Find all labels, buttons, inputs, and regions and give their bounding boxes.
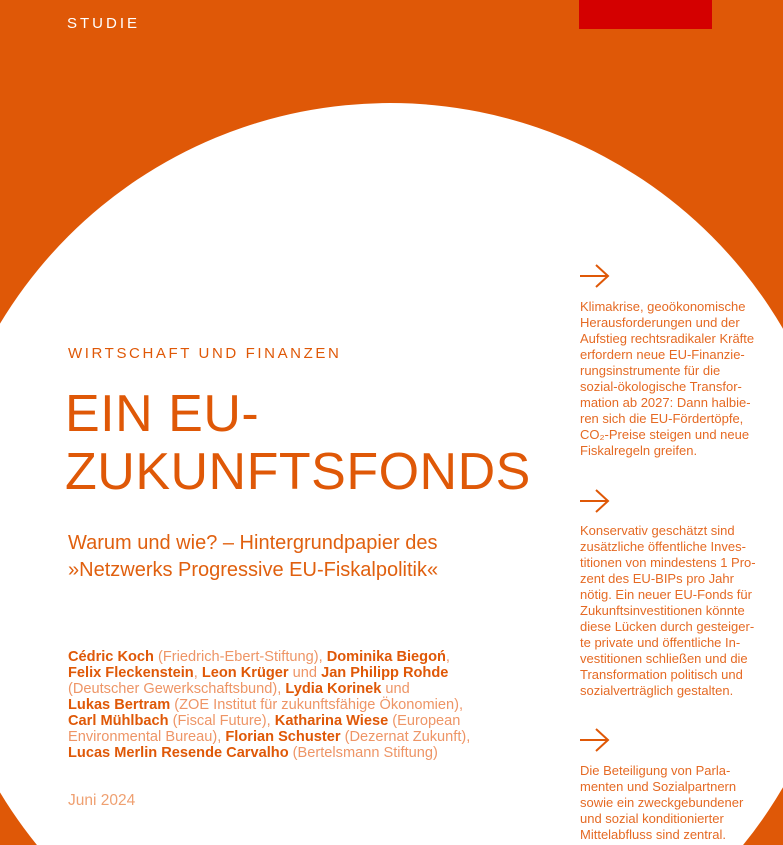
title-line-1: EIN EU- [65, 385, 260, 443]
title-line-2: ZUKUNFTSFONDS [65, 443, 531, 501]
authors-block [68, 649, 538, 761]
author-line: (Deutscher Gewerkschaftsbund), Lydia Korinek und [68, 681, 410, 697]
kicker-label: STUDIE [67, 15, 141, 32]
author-line: Cédric Koch (Friedrich-Ebert-Stiftung), Dominika Biegoń, [68, 649, 450, 665]
arrow-right-icon [579, 263, 611, 289]
category-label: WIRTSCHAFT UND FINANZEN [68, 345, 342, 362]
sidebar-text-block: Klimakrise, geoökonomische Herausforderungen und der Aufstieg rechtsradikaler Kräfte erfordern neue EU-Finanzie- rungsinstrumente für die sozial-ökologische Transfor- mation ab 2027: Dann halbie- ren sich die EU-Fördertöpfe, CO₂-Preise steigen und neue Fiskalregeln greifen. [580, 299, 755, 458]
author-line: Felix Fleckenstein, Leon Krüger und Jan Philipp Rohde [68, 665, 449, 681]
date-label: Juni 2024 [68, 792, 136, 809]
sidebar-text-block: Die Beteiligung von Parla- menten und Sozialpartnern sowie ein zweckgebundener und sozial konditionierter Mittelabfluss sind zentral. [580, 763, 744, 842]
author-line: Lucas Merlin Resende Carvalho (Bertelsmann Stiftung) [68, 745, 438, 761]
arrow-right-icon [579, 488, 611, 514]
arrow-right-icon [579, 727, 611, 753]
author-line: Lukas Bertram (ZOE Institut für zukunftsfähige Ökonomien), [68, 697, 464, 713]
subtitle: Warum und wie? – Hintergrundpapier des »Netzwerks Progressive EU-Fiskalpolitik« [68, 532, 439, 581]
page-title [65, 385, 531, 501]
red-accent-bar [579, 0, 712, 29]
author-line: Environmental Bureau), Florian Schuster (Dezernat Zukunft), [68, 729, 471, 745]
author-line: Carl Mühlbach (Fiscal Future), Katharina Wiese (European [68, 713, 461, 729]
sidebar-text-block: Konservativ geschätzt sind zusätzliche öffentliche Inves- titionen von mindestens 1 Pro- zent des EU-BIPs pro Jahr nötig. Ein neuer EU-Fonds für Zukunftsinvestitionen könnte diese Lücken durch gesteiger- te private und öffentliche In- vestitionen schließen und die Transformation politisch und sozialverträglich gestalten. [580, 523, 756, 698]
